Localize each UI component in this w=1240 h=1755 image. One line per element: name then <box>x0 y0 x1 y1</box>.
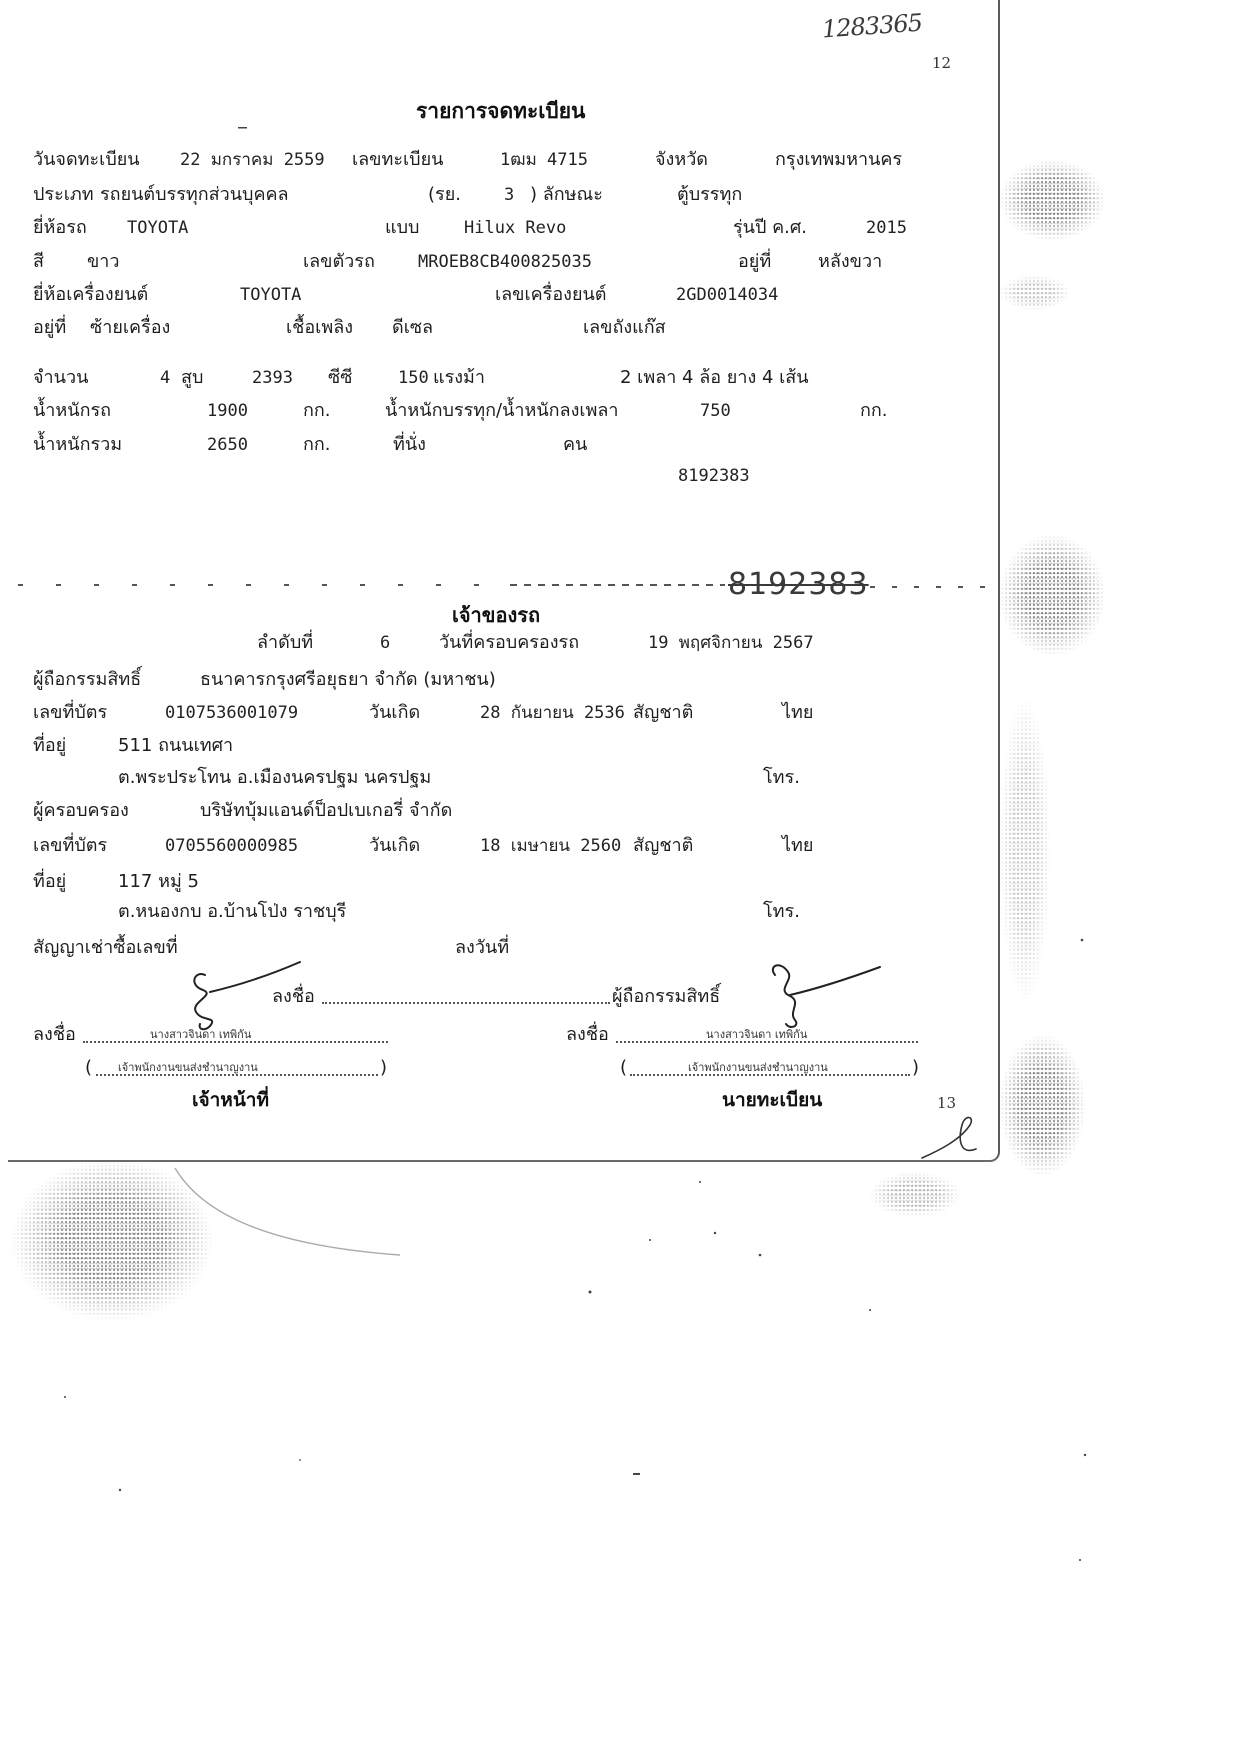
registrar-role: นายทะเบียน <box>722 1089 823 1111</box>
engine-no-value: 2GD0014034 <box>676 285 779 305</box>
color-label: สี <box>33 251 44 272</box>
type-code-value: 3 <box>504 185 515 205</box>
hire-purchase-date-label: ลงวันที่ <box>455 937 510 958</box>
registration-title: รายการจดทะเบียน <box>416 99 586 123</box>
fuel-label: เชื้อเพลิง <box>286 317 354 338</box>
color-value: ขาว <box>87 251 120 272</box>
holder-nationality-label: สัญชาติ <box>633 702 694 723</box>
cut-line-left <box>18 584 510 586</box>
seats-label: ที่นั่ง <box>393 434 426 455</box>
brand-value: TOYOTA <box>127 218 189 238</box>
possessor-address-label: ที่อยู่ <box>33 871 67 892</box>
chassis-value: MROEB8CB400825035 <box>418 252 592 272</box>
model-year-label: รุ่นปี ค.ศ. <box>733 217 808 238</box>
possessor-id-value: 0705560000985 <box>165 836 299 856</box>
gas-tank-label: เลขถังแก๊ส <box>583 317 666 338</box>
chassis-location-value: หลังขวา <box>818 251 883 272</box>
engine-brand-label: ยี่ห้อเครื่องยนต์ <box>33 284 149 305</box>
chassis-label: เลขตัวรถ <box>303 251 375 272</box>
signature-right <box>773 965 880 1027</box>
form-number: 8192383 <box>678 466 750 486</box>
holder-id-label: เลขที่บัตร <box>33 702 108 723</box>
load-weight-unit: กก. <box>860 400 888 421</box>
possessor-id-label: เลขที่บัตร <box>33 835 108 856</box>
gross-weight-value: 2650 <box>207 435 248 455</box>
possessor-label: ผู้ครอบครอง <box>33 800 129 821</box>
displacement-unit: ซีซี <box>328 367 353 388</box>
type-code-prefix: (รย. <box>428 184 461 205</box>
horsepower-value: 150 <box>398 368 429 388</box>
holder-birth-value: 28 กันยายน 2536 <box>480 703 625 723</box>
hire-purchase-label: สัญญาเช่าซื้อเลขที่ <box>33 937 178 958</box>
style-value: ตู้บรรทุก <box>677 184 743 205</box>
possession-date-value: 19 พฤศจิกายน 2567 <box>648 633 814 653</box>
province-label: จังหวัด <box>655 149 708 170</box>
officer-name: นางสาวจินดา เทพิกัน <box>150 1028 252 1041</box>
displacement-value: 2393 <box>252 368 293 388</box>
reg-date-value: 22 มกราคม 2559 <box>180 150 325 170</box>
officer-position: เจ้าพนักงานขนส่งชำนาญงาน <box>118 1061 258 1074</box>
chassis-location-label: อยู่ที่ <box>738 251 772 272</box>
engine-no-label: เลขเครื่องยนต์ <box>495 284 607 305</box>
plate-label: เลขทะเบียน <box>352 149 444 170</box>
holder-id-value: 0107536001079 <box>165 703 299 723</box>
handwritten-number: 1283365 <box>821 8 923 44</box>
fuel-value: ดีเซล <box>392 317 434 338</box>
possessor-address-line1: 117 หมู่ 5 <box>118 871 199 892</box>
holder-nationality-value: ไทย <box>782 702 814 723</box>
paper-curve <box>175 1168 400 1255</box>
gross-weight-label: น้ำหนักรวม <box>33 434 123 455</box>
possessor-nationality-value: ไทย <box>782 835 814 856</box>
model-value: Hilux Revo <box>464 218 567 238</box>
vehicle-weight-label: น้ำหนักรถ <box>33 400 112 421</box>
holder-label: ผู้ถือกรรมสิทธิ์ <box>33 669 142 690</box>
officer-role: เจ้าหน้าที่ <box>192 1089 270 1111</box>
holder-birth-label: วันเกิด <box>369 702 421 723</box>
horsepower-unit: แรงม้า <box>433 367 486 388</box>
count-label: จำนวน <box>33 367 89 388</box>
cylinders-value: 4 <box>160 368 171 388</box>
holder-address-label: ที่อยู่ <box>33 735 67 756</box>
owner-title: เจ้าของรถ <box>452 603 541 627</box>
possessor-phone-label: โทร. <box>763 901 800 922</box>
officer-paren-close: ) <box>380 1057 388 1078</box>
possessor-birth-value: 18 เมษายน 2560 <box>480 836 622 856</box>
sequence-value: 6 <box>380 633 391 653</box>
page-number-top: 12 <box>932 54 952 72</box>
plate-value: 1ฒม 4715 <box>500 150 588 170</box>
holder-sign-suffix: ผู้ถือกรรมสิทธิ์ <box>612 986 721 1007</box>
cylinders-unit: สูบ <box>181 367 204 388</box>
possessor-address-line2: ต.หนองกบ อ.บ้านโป่ง ราชบุรี <box>118 901 347 922</box>
province-value: กรุงเทพมหานคร <box>775 149 903 170</box>
registrar-name: นางสาวจินดา เทพิกัน <box>706 1028 808 1041</box>
seats-unit: คน <box>563 434 588 455</box>
cut-line-right <box>870 586 998 588</box>
engine-location-label: อยู่ที่ <box>33 317 67 338</box>
vehicle-weight-value: 1900 <box>207 401 248 421</box>
sequence-label: ลำดับที่ <box>257 632 314 653</box>
holder-address-line1: 511 ถนนเทศา <box>118 735 234 756</box>
officer-paren-open: ( <box>85 1057 93 1078</box>
style-label: ) ลักษณะ <box>530 184 603 205</box>
page-number-bottom: 13 <box>937 1094 957 1112</box>
brand-label: ยี่ห้อรถ <box>33 217 87 238</box>
possession-date-label: วันที่ครอบครองรถ <box>439 632 580 653</box>
struck-form-number: 8192383 <box>728 567 869 602</box>
registrar-position: เจ้าพนักงานขนส่งชำนาญงาน <box>688 1061 828 1074</box>
gross-weight-unit: กก. <box>303 434 331 455</box>
possessor-birth-label: วันเกิด <box>369 835 421 856</box>
registrar-paren-close: ) <box>912 1057 920 1078</box>
registrar-paren-open: ( <box>620 1057 628 1078</box>
holder-name: ธนาคารกรุงศรีอยุธยา จำกัด (มหาชน) <box>200 669 496 690</box>
reg-date-label: วันจดทะเบียน <box>33 149 140 170</box>
holder-address-line2: ต.พระประโทน อ.เมืองนครปฐม นครปฐม <box>118 767 432 788</box>
axles-wheels-tires: 2 เพลา 4 ล้อ ยาง 4 เส้น <box>620 367 809 388</box>
engine-location-value: ซ้ายเครื่อง <box>90 317 171 338</box>
holder-sign-label: ลงชื่อ <box>272 986 315 1007</box>
engine-brand-value: TOYOTA <box>240 285 302 305</box>
vehicle-weight-unit: กก. <box>303 400 331 421</box>
holder-sign-line <box>322 1002 610 1004</box>
registrar-sign-label: ลงชื่อ <box>566 1024 609 1045</box>
holder-phone-label: โทร. <box>763 767 800 788</box>
handwritten-initial <box>922 1117 976 1158</box>
possessor-nationality-label: สัญชาติ <box>633 835 694 856</box>
cut-line-middle <box>510 584 725 586</box>
model-year-value: 2015 <box>866 218 907 238</box>
possessor-name: บริษัทบุ้มแอนด์ป็อปเบเกอรี่ จำกัด <box>200 800 453 821</box>
type-label: ประเภท <box>33 184 94 205</box>
model-label: แบบ <box>385 217 420 238</box>
load-weight-value: 750 <box>700 401 731 421</box>
type-value: รถยนต์บรรทุกส่วนบุคคล <box>100 184 289 205</box>
load-weight-label: น้ำหนักบรรทุก/น้ำหนักลงเพลา <box>385 400 619 421</box>
officer-sign-label: ลงชื่อ <box>33 1024 76 1045</box>
